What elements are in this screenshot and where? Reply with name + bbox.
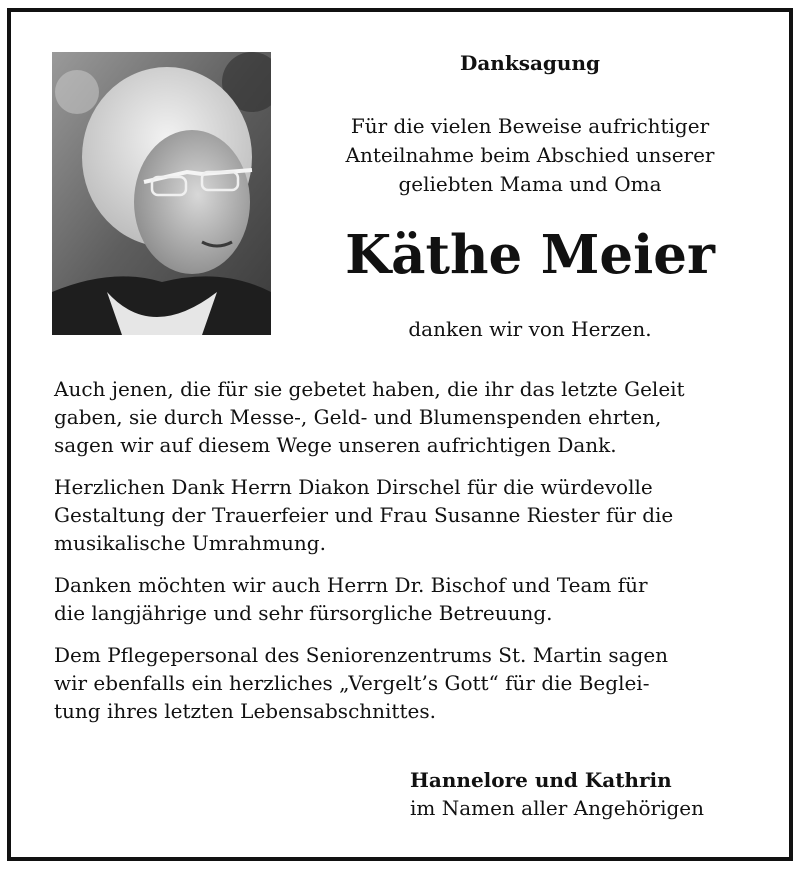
thanks-line: danken wir von Herzen. [408, 317, 652, 341]
paragraph-prayers: Auch jenen, die für sie gebetet haben, die ihr das letzte Geleit gaben, sie durch Messe-, Geld- und Blumenspenden ehrten, sagen wir auf diesem Wege unseren aufrichtigen Dank. [54, 377, 685, 457]
signature [410, 766, 750, 822]
paragraph-doctor: Danken möchten wir auch Herrn Dr. Bischof und Team für die langjährige und sehr fürsorgliche Betreuung. [54, 573, 648, 625]
portrait-photo-icon [52, 52, 271, 335]
body-text [54, 375, 746, 739]
deceased-name: Käthe Meier [345, 224, 715, 286]
notice-title: Danksagung [460, 51, 600, 75]
paragraph-deacon: Herzlichen Dank Herrn Diakon Dirschel für die würdevolle Gestaltung der Trauerfeier und Frau Susanne Riester für die musikalische Umrahmung. [54, 475, 674, 555]
paragraph-care-staff: Dem Pflegepersonal des Seniorenzentrums St. Martin sagen wir ebenfalls ein herzliches „Vergelt’s Gott“ für die Beglei- tung ihres letzten Lebensabschnittes. [54, 643, 669, 723]
portrait-photo [52, 52, 271, 335]
signature-names: Hannelore und Kathrin [410, 768, 672, 792]
signature-line: im Namen aller Angehörigen [410, 796, 705, 820]
header-block [305, 48, 755, 344]
intro-text: Für die vielen Beweise aufrichtiger Anteilnahme beim Abschied unserer geliebten Mama und Oma [345, 114, 715, 196]
